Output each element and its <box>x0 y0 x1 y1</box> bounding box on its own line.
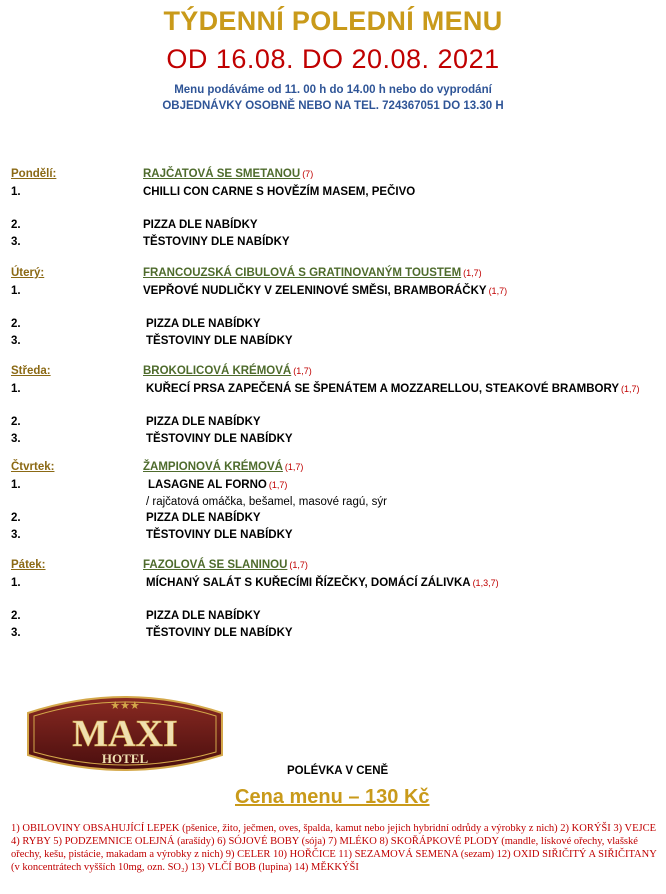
dish-name: TĚSTOVINY DLE NABÍDKY <box>146 335 293 347</box>
dish <box>143 285 507 297</box>
dish-name: PIZZA DLE NABÍDKY <box>146 610 261 622</box>
menu-dates: OD 16.08. DO 20.08. 2021 <box>166 44 500 74</box>
dish-name: PIZZA DLE NABÍDKY <box>143 219 258 231</box>
item-number: 1. <box>11 479 21 491</box>
item-number: 1. <box>11 285 21 297</box>
day-label: Čtvrtek: <box>11 461 55 473</box>
dish-allergens: (1,7) <box>621 384 640 394</box>
dish-name: VEPŘOVÉ NUDLIČKY V ZELENINOVÉ SMĚSI, BRAMBORÁČKY <box>143 285 487 297</box>
maxi-hotel-logo <box>20 685 230 777</box>
item-number: 3. <box>11 433 21 445</box>
soup-allergens: (1,7) <box>463 268 482 278</box>
soup-name: FAZOLOVÁ SE SLANINOU <box>143 559 288 571</box>
day-label: Pondělí: <box>11 168 57 180</box>
day-label: Středa: <box>11 365 51 377</box>
dish-allergens: (1,3,7) <box>472 578 499 588</box>
dish-name: TĚSTOVINY DLE NABÍDKY <box>146 627 293 639</box>
dish <box>146 627 293 639</box>
dish-name: CHILLI CON CARNE S HOVĚZÍM MASEM, PEČIVO <box>143 186 416 198</box>
dish-name: PIZZA DLE NABÍDKY <box>146 416 261 428</box>
menu-price: Cena menu – 130 Kč <box>235 786 430 808</box>
allergen-legend: 1) OBILOVINY OBSAHUJÍCÍ LEPEK (pšenice, žito, ječmen, oves, špalda, kamut nebo jejich hybridní odrůdy a výrobky z nich) 2) KORÝŠI 3) VEJCE 4) RYBY 5) PODZEMNICE OLEJNÁ (arašídy) 6) SÓJOVÉ BOBY (sója) 7) MLÉKO 8) SKOŘÁPKOVÉ PLODY (mandle, lískové ořechy, vlašské ořechy, kešu, pistácie, makadam a výrobky z nich) 9) CELER 10) HOŘČICE 11) SEZAMOVÁ SEMENA (sezam) 12) OXID SIŘIČITÝ A SIŘIČITANY (v koncentrátech vyšších 10mg, ozn. SO₂) 13) VLČÍ BOB (lupina) 14) MĚKKÝŠI <box>11 823 657 873</box>
dish <box>146 577 499 589</box>
dish-allergens: (1,7) <box>488 286 508 296</box>
dish-allergens: (1,7) <box>268 480 288 490</box>
soup-name: FRANCOUZSKÁ CIBULOVÁ S GRATINOVANÝM TOUSTEM <box>143 267 462 279</box>
dish <box>146 335 293 347</box>
soup-of-day <box>143 365 312 377</box>
logo-name: MAXI <box>72 713 178 755</box>
soup-name: ŽAMPIONOVÁ KRÉMOVÁ <box>143 461 283 473</box>
order-info: OBJEDNÁVKY OSOBNĚ NEBO NA TEL. 724367051 DO 13.30 H <box>162 100 504 112</box>
item-number: 1. <box>11 577 21 589</box>
soup-name: RAJČATOVÁ SE SMETANOU <box>143 168 301 180</box>
dish-name: MÍCHANÝ SALÁT S KUŘECÍMI ŘÍZEČKY, DOMÁCÍ ZÁLIVKA <box>146 577 471 589</box>
dish <box>146 383 640 395</box>
soup-of-day <box>143 461 303 473</box>
logo-stars: ★★★ <box>110 699 140 712</box>
dish-name: TĚSTOVINY DLE NABÍDKY <box>146 433 293 445</box>
dish-name: KUŘECÍ PRSA ZAPEČENÁ SE ŠPENÁTEM A MOZZARELLOU, STEAKOVÉ BRAMBORY <box>146 383 620 395</box>
dish-name: TĚSTOVINY DLE NABÍDKY <box>146 529 293 541</box>
dish-name: PIZZA DLE NABÍDKY <box>146 318 261 330</box>
dish <box>143 186 415 198</box>
serving-hours: Menu podáváme od 11. 00 h do 14.00 h nebo do vyprodání <box>174 84 492 96</box>
soup-allergens: (1,7) <box>289 560 308 570</box>
soup-allergens: (1,7) <box>284 462 304 472</box>
item-number: 3. <box>11 529 21 541</box>
dish-name: LASAGNE AL FORNO <box>148 479 267 491</box>
day-label: Pátek: <box>11 559 46 571</box>
item-number: 3. <box>11 627 21 639</box>
item-number: 3. <box>11 236 21 248</box>
soup-allergens: (1,7) <box>293 366 312 376</box>
soup-of-day <box>143 559 308 571</box>
dish <box>146 610 261 622</box>
item-number: 2. <box>11 610 21 622</box>
dish <box>146 529 293 541</box>
dish <box>146 318 261 330</box>
dish <box>143 219 258 231</box>
logo-hotel: HOTEL <box>101 751 149 766</box>
soup-of-day <box>143 168 313 180</box>
soup-of-day <box>143 267 482 279</box>
dish <box>146 416 261 428</box>
dish-note: / rajčatová omáčka, bešamel, masové ragú, sýr <box>146 496 387 508</box>
item-number: 1. <box>11 383 21 395</box>
dish <box>146 433 293 445</box>
dish <box>148 479 287 491</box>
menu-title: TÝDENNÍ POLEDNÍ MENU <box>163 6 503 36</box>
soup-name: BROKOLICOVÁ KRÉMOVÁ <box>143 365 292 377</box>
item-number: 2. <box>11 318 21 330</box>
soup-included-note: POLÉVKA V CENĚ <box>287 765 389 777</box>
dish <box>143 236 290 248</box>
item-number: 2. <box>11 416 21 428</box>
item-number: 1. <box>11 186 21 198</box>
item-number: 2. <box>11 512 21 524</box>
item-number: 2. <box>11 219 21 231</box>
day-label: Úterý: <box>11 267 45 279</box>
dish <box>146 512 261 524</box>
dish-name: PIZZA DLE NABÍDKY <box>146 512 261 524</box>
soup-allergens: (7) <box>302 169 314 179</box>
item-number: 3. <box>11 335 21 347</box>
dish-name: TĚSTOVINY DLE NABÍDKY <box>143 236 290 248</box>
